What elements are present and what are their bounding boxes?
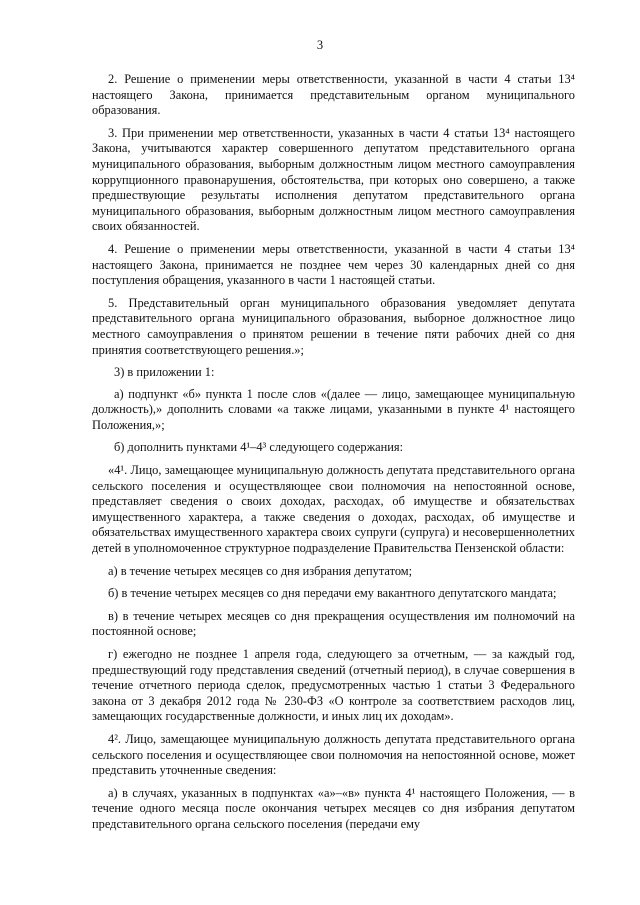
paragraph: 5. Представительный орган муниципального образования уведомляет депутата представительного органа муниципального образования, выборное должностное лицо местного самоуправления о принятом решении в течение пяти рабочих дней со дня принятия соответствующего решения.»; bbox=[92, 295, 575, 357]
paragraph: 3. При применении мер ответственности, указанных в части 4 статьи 13⁴ настоящего Закона, учитываются характер совершенного депутатом представительного органа муниципального образования, выборным должностным лицом местного самоуправления коррупционного правонарушения, обстоятельства, при которых оно совершено, а также предшествующие результаты исполнения депутатом представительного органа муниципального образования, выборным должностным лицом местного самоуправления своих обязанностей. bbox=[92, 125, 575, 234]
paragraph: 4. Решение о применении меры ответственности, указанной в части 4 статьи 13⁴ настоящего Закона, принимается не позднее чем через 30 календарных дней со дня поступления обращения, указанного в части 1 настоящей статьи. bbox=[92, 241, 575, 288]
paragraph: 3) в приложении 1: bbox=[114, 365, 215, 380]
paragraph: 2. Решение о применении меры ответственности, указанной в части 4 статьи 13⁴ настоящего Закона, принимается представительным органом муниципального образования. bbox=[92, 72, 575, 118]
paragraph: а) в течение четырех месяцев со дня избрания депутатом; bbox=[108, 563, 413, 578]
paragraph: «4¹. Лицо, замещающее муниципальную должность депутата представительного органа сельского поселения и осуществляющее свои полномочия на непостоянной основе, представляет сведения о своих доходах, расходах, об имуществе и обязательствах имущественного характера, а также сведения о доходах, расходах, об имуществе и обязательствах имущественного характера своих супруги (супруга) и несовершеннолетних детей в уполномоченное структурное подразделение Правительства Пензенской области: bbox=[92, 463, 575, 556]
page-number: 3 bbox=[316, 38, 324, 52]
paragraph: г) ежегодно не позднее 1 апреля года, следующего за отчетным, — за каждый год, предшествующий году представления сведений (отчетный период), в случае совершения в течение отчетного периода сделок, предусмотренных частью 1 статьи 3 Федерального закона от 3 декабря 2012 года № 230-ФЗ «О контроле за соответствием расходов лиц, замещающих государственные должности, и иных лиц их доходам». bbox=[92, 647, 575, 724]
paragraph: 4². Лицо, замещающее муниципальную должность депутата представительного органа сельского поселения и осуществляющее свои полномочия на непостоянной основе, может представить уточненные сведения: bbox=[92, 731, 575, 778]
paragraph: б) в течение четырех месяцев со дня передачи ему вакантного депутатского мандата; bbox=[108, 586, 557, 601]
paragraph: а) в случаях, указанных в подпунктах «а»–«в» пункта 4¹ настоящего Положения, — в течение одного месяца после окончания четырех месяцев со дня избрания депутатом представительного органа сельского поселения (передачи ему bbox=[92, 785, 575, 831]
document-body bbox=[92, 72, 575, 840]
paragraph: б) дополнить пунктами 4¹–4³ следующего содержания: bbox=[114, 440, 404, 455]
paragraph: а) подпункт «б» пункта 1 после слов «(далее — лицо, замещающее муниципальную должность),» дополнить словами «а также лицами, указанными в пункте 4¹ настоящего Положения,»; bbox=[92, 386, 575, 432]
paragraph: в) в течение четырех месяцев со дня прекращения осуществления им полномочий на постоянной основе; bbox=[92, 608, 575, 639]
